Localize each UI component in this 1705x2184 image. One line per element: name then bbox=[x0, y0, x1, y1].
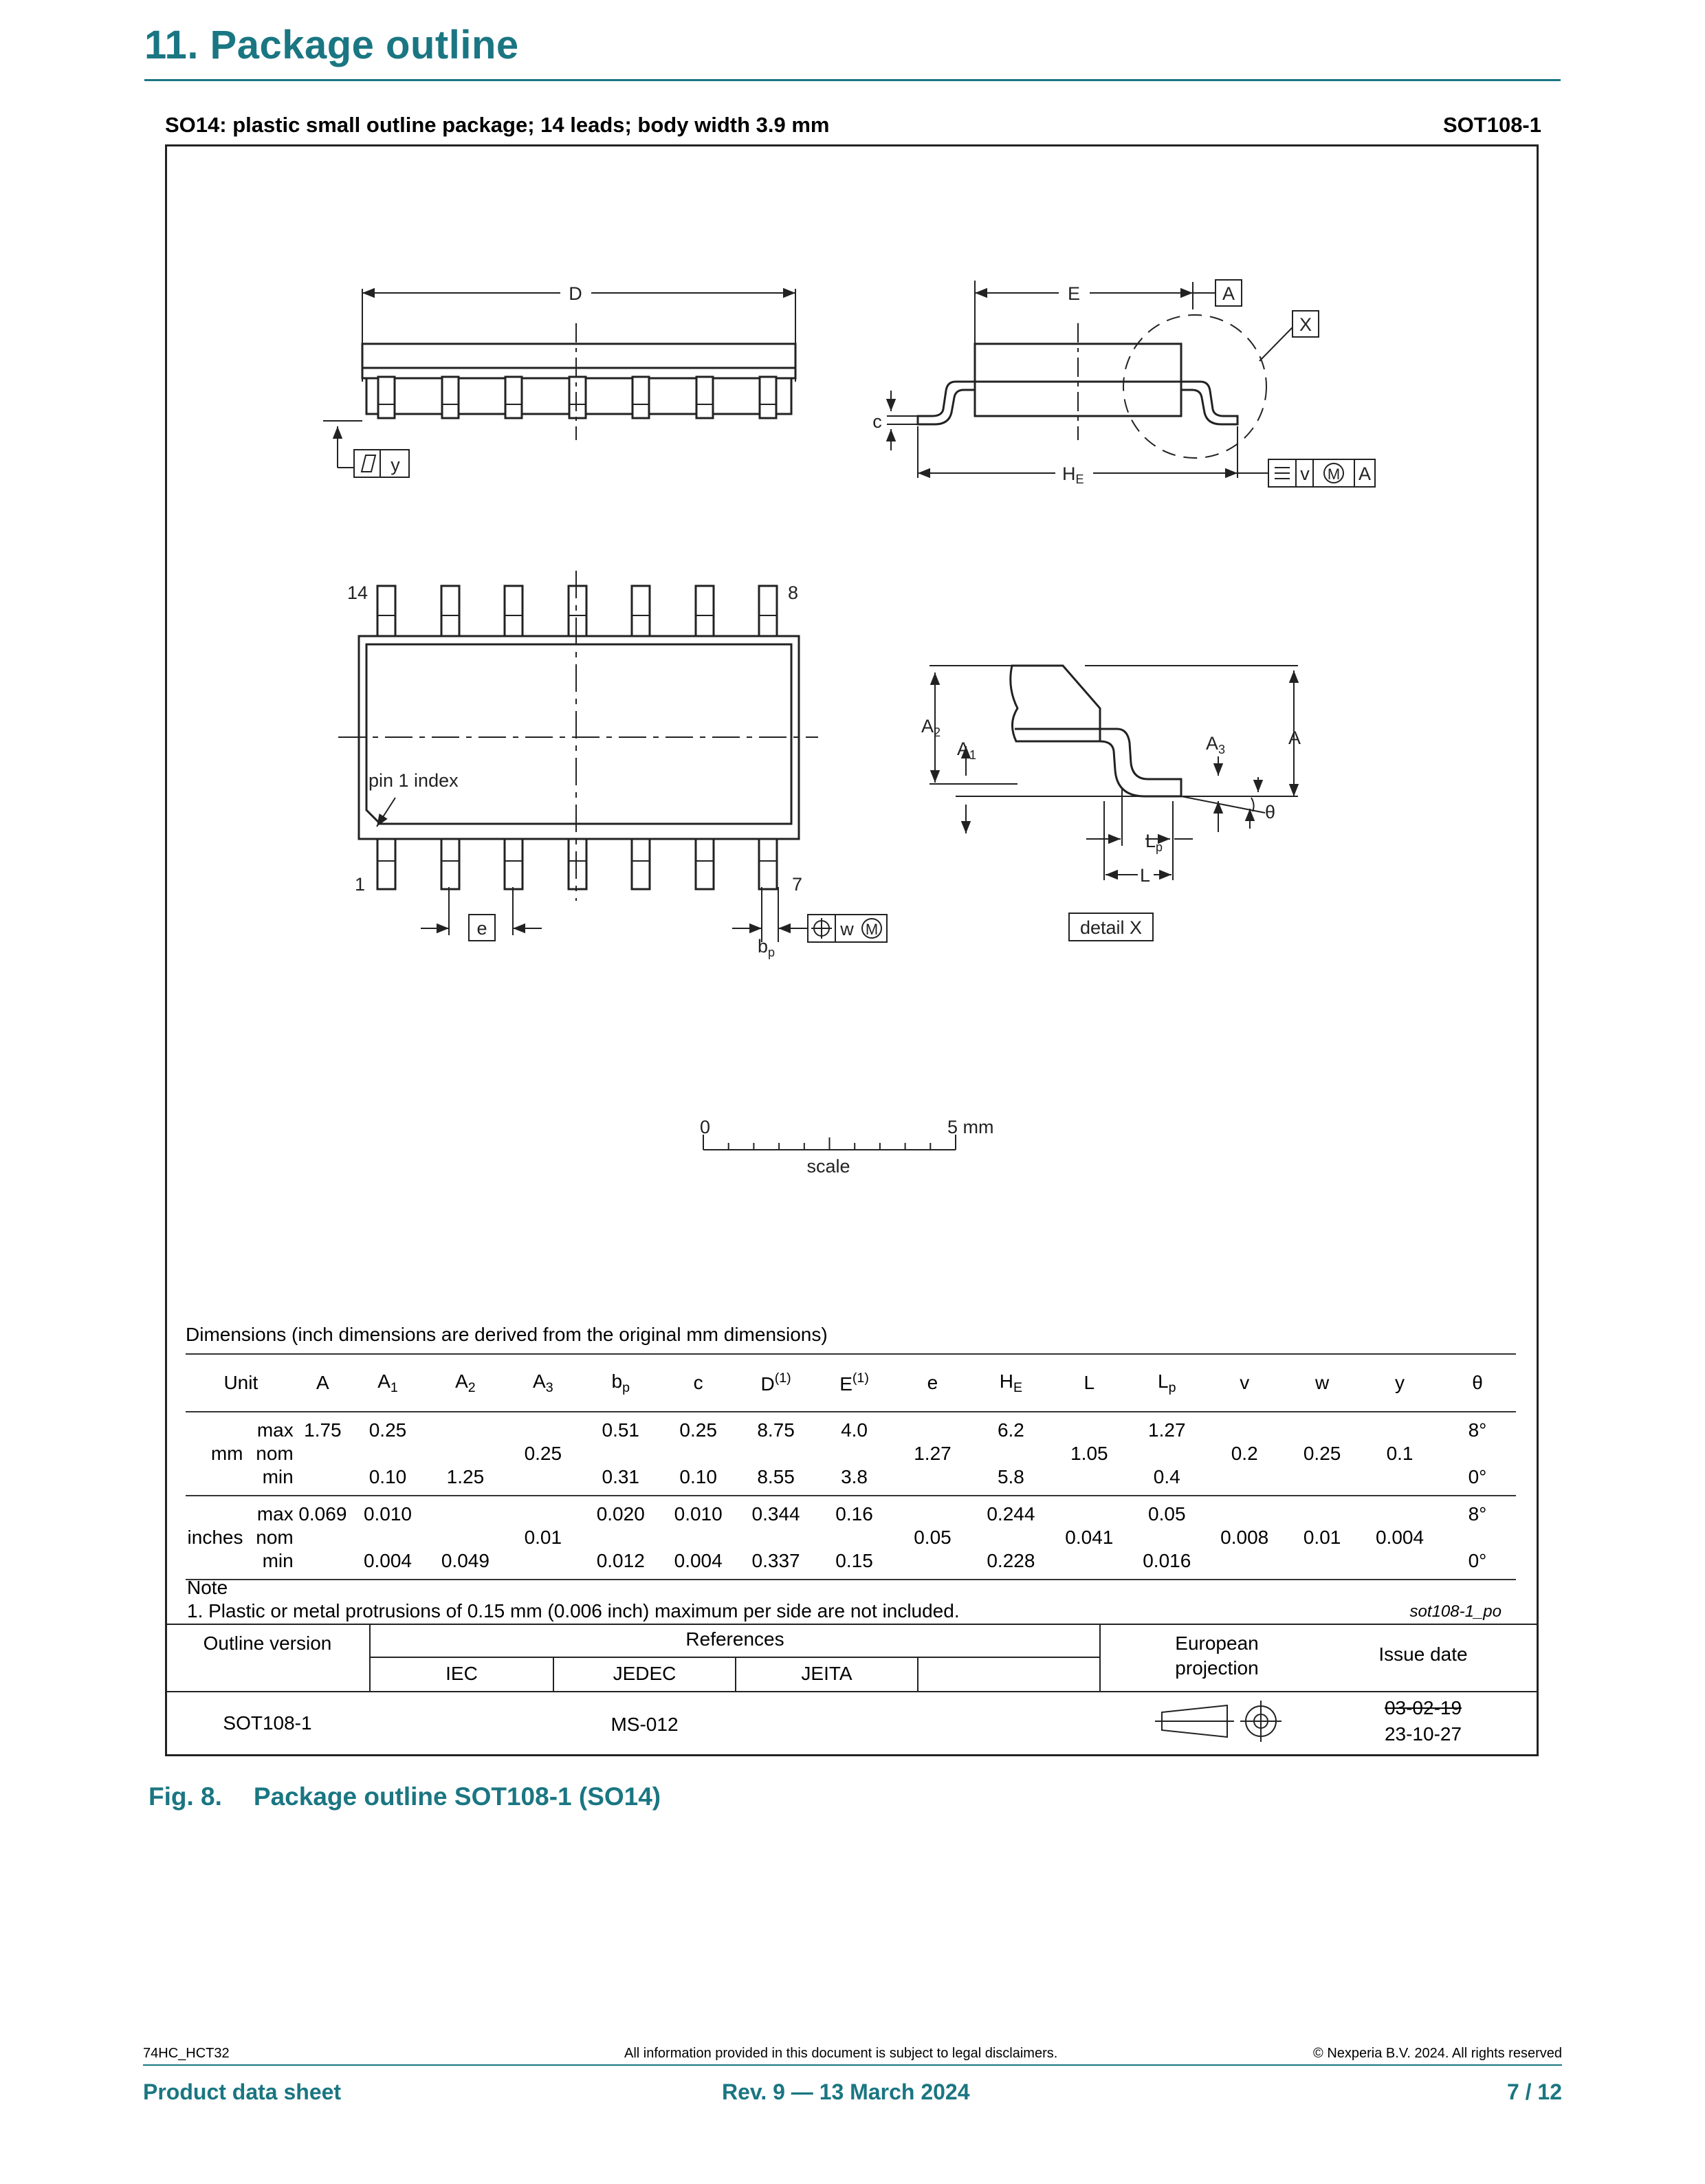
cell-HE bbox=[971, 1412, 1050, 1496]
bottom-lead bbox=[569, 839, 586, 889]
top-lead bbox=[696, 586, 714, 636]
value-A3-nom: 0.25 bbox=[524, 1443, 562, 1464]
header-e: e bbox=[894, 1354, 972, 1412]
header-bp: $b_p$ bbox=[582, 1354, 660, 1412]
side-lead bbox=[632, 377, 649, 418]
value-c-nom bbox=[660, 1526, 737, 1549]
value-e-max bbox=[894, 1503, 972, 1526]
level-max: max bbox=[256, 1503, 294, 1525]
top-lead bbox=[441, 586, 459, 636]
references-label: References bbox=[685, 1628, 784, 1650]
unit-cell: inches bbox=[186, 1496, 245, 1580]
outline-version-label: Outline version bbox=[203, 1632, 332, 1654]
cell-D bbox=[737, 1412, 815, 1496]
value-e-min bbox=[894, 1549, 972, 1573]
footer-doc-type: Product data sheet bbox=[143, 2079, 342, 2104]
cell-Lp bbox=[1128, 1496, 1205, 1580]
header-y: y bbox=[1361, 1354, 1439, 1412]
value-A2-min: 0.049 bbox=[441, 1550, 490, 1571]
value-D-max: 8.75 bbox=[757, 1419, 795, 1441]
value-A1-min: 0.10 bbox=[368, 1466, 407, 1487]
label-A2: $A_2$ bbox=[921, 716, 941, 739]
scale-max: 5 mm bbox=[947, 1117, 994, 1137]
value-A2-max bbox=[426, 1419, 505, 1442]
level-cell bbox=[245, 1412, 296, 1496]
label-A-ref: A bbox=[1358, 463, 1372, 484]
figure-number: Fig. 8. bbox=[148, 1782, 222, 1811]
label-pin-8: 8 bbox=[788, 582, 799, 603]
cell-A2 bbox=[426, 1412, 505, 1496]
note-1: 1. Plastic or metal protrusions of 0.15 mm (0.006 inch) maximum per side are not included. bbox=[187, 1600, 960, 1621]
value-e-nom: 1.27 bbox=[914, 1443, 952, 1464]
value-c-min: 0.004 bbox=[674, 1550, 723, 1571]
value-y-nom: 0.1 bbox=[1386, 1443, 1414, 1464]
top-lead bbox=[377, 586, 395, 636]
value-E-max: 0.16 bbox=[835, 1503, 873, 1525]
value-y-max bbox=[1361, 1419, 1439, 1442]
label-E: E bbox=[1067, 283, 1081, 304]
value-E-min: 3.8 bbox=[841, 1466, 868, 1487]
cell-theta bbox=[1439, 1496, 1516, 1580]
value-HE-nom bbox=[971, 1526, 1050, 1549]
header-c: c bbox=[660, 1354, 737, 1412]
level-max: max bbox=[256, 1419, 294, 1441]
header-D: $D^{(1)}$ bbox=[737, 1354, 815, 1412]
drawing-file-name: sot108-1_po bbox=[1409, 1602, 1502, 1621]
cell-A3 bbox=[505, 1496, 582, 1580]
scale-bar bbox=[700, 1117, 994, 1177]
cell-A3 bbox=[505, 1412, 582, 1496]
value-L-max bbox=[1050, 1419, 1128, 1442]
dimensions-table bbox=[186, 1353, 1516, 1580]
value-y-max bbox=[1361, 1503, 1439, 1526]
package-code: SOT108-1 bbox=[1442, 113, 1541, 137]
value-HE-min: 0.228 bbox=[987, 1550, 1035, 1571]
issue-date-label: Issue date bbox=[1378, 1644, 1468, 1665]
label-e: e bbox=[476, 918, 487, 939]
value-w-max bbox=[1284, 1503, 1361, 1526]
footer-page: 7 / 12 bbox=[1506, 2079, 1562, 2104]
value-A3-min bbox=[505, 1465, 582, 1489]
value-A3-max bbox=[505, 1419, 582, 1442]
cell-e bbox=[894, 1496, 972, 1580]
cell-bp bbox=[582, 1412, 660, 1496]
value-A3-nom: 0.01 bbox=[524, 1527, 562, 1548]
cell-A1 bbox=[349, 1412, 426, 1496]
cell-E bbox=[815, 1412, 894, 1496]
side-lead bbox=[569, 377, 586, 418]
cell-A2 bbox=[426, 1496, 505, 1580]
cell-w bbox=[1284, 1412, 1361, 1496]
value-theta-nom bbox=[1439, 1442, 1516, 1465]
footer-doc-id: 74HC_HCT32 bbox=[143, 2046, 230, 2061]
label-Lp: $L_p$ bbox=[1145, 831, 1163, 854]
value-v-nom: 0.2 bbox=[1231, 1443, 1258, 1464]
header-v: v bbox=[1205, 1354, 1284, 1412]
value-L-min bbox=[1050, 1549, 1128, 1573]
outline-version-value: SOT108-1 bbox=[223, 1712, 312, 1734]
end-view bbox=[872, 280, 1375, 487]
cell-E bbox=[815, 1496, 894, 1580]
label-pin-14: 14 bbox=[347, 582, 368, 603]
bottom-lead bbox=[377, 839, 395, 889]
header-A: A bbox=[296, 1354, 349, 1412]
cell-v bbox=[1205, 1412, 1284, 1496]
label-A3: $A_3$ bbox=[1206, 733, 1226, 756]
header-HE: $H_E$ bbox=[971, 1354, 1050, 1412]
value-A1-nom bbox=[349, 1526, 426, 1549]
value-A2-min: 1.25 bbox=[446, 1466, 485, 1487]
issue-date-old: 03-02-19 bbox=[1384, 1697, 1462, 1718]
value-v-min bbox=[1205, 1549, 1284, 1573]
value-bp-max: 0.51 bbox=[602, 1419, 639, 1441]
cell-L bbox=[1050, 1412, 1128, 1496]
cell-theta bbox=[1439, 1412, 1516, 1496]
header-L: L bbox=[1050, 1354, 1128, 1412]
value-c-min: 0.10 bbox=[679, 1466, 717, 1487]
value-v-max bbox=[1205, 1503, 1284, 1526]
jedec-label: JEDEC bbox=[613, 1663, 676, 1684]
label-theta: θ bbox=[1265, 802, 1276, 822]
value-A-max: 1.75 bbox=[304, 1419, 342, 1441]
label-bp: $b_p$ bbox=[758, 936, 776, 959]
dimension-row-inches bbox=[186, 1496, 1516, 1580]
label-detail-x: detail X bbox=[1079, 917, 1143, 938]
label-HE: HE bbox=[1062, 463, 1084, 486]
value-A-nom bbox=[296, 1442, 349, 1465]
header-theta: θ bbox=[1439, 1354, 1516, 1412]
header-unit: Unit bbox=[186, 1354, 296, 1412]
top-lead bbox=[569, 586, 586, 636]
top-view bbox=[338, 571, 887, 959]
value-theta-min: 0° bbox=[1468, 1466, 1487, 1487]
value-E-min: 0.15 bbox=[835, 1550, 873, 1571]
cell-c bbox=[660, 1496, 737, 1580]
side-lead bbox=[696, 377, 713, 418]
value-A1-nom bbox=[349, 1442, 426, 1465]
value-y-min bbox=[1361, 1465, 1439, 1489]
side-lead bbox=[760, 377, 776, 418]
value-e-nom: 0.05 bbox=[914, 1527, 952, 1548]
unit-cell: mm bbox=[186, 1412, 245, 1496]
bottom-lead bbox=[632, 839, 650, 889]
label-A: A bbox=[1288, 728, 1301, 748]
value-E-nom bbox=[815, 1442, 894, 1465]
cell-A1 bbox=[349, 1496, 426, 1580]
value-v-max bbox=[1205, 1419, 1284, 1442]
value-e-min bbox=[894, 1465, 972, 1489]
value-w-nom: 0.25 bbox=[1303, 1443, 1341, 1464]
cell-bp bbox=[582, 1496, 660, 1580]
value-theta-max: 8° bbox=[1468, 1419, 1487, 1441]
value-y-nom: 0.004 bbox=[1375, 1527, 1424, 1548]
dimensions-header-row bbox=[186, 1354, 1516, 1412]
label-pin-7: 7 bbox=[792, 874, 803, 895]
label-pin-1: 1 bbox=[355, 874, 366, 895]
side-lead bbox=[505, 377, 522, 418]
value-D-max: 0.344 bbox=[751, 1503, 800, 1525]
value-c-max: 0.25 bbox=[679, 1419, 717, 1441]
value-D-nom bbox=[737, 1442, 815, 1465]
dimensions-title: Dimensions (inch dimensions are derived from the original mm dimensions) bbox=[186, 1324, 828, 1345]
value-A1-max: 0.010 bbox=[363, 1503, 412, 1525]
value-A2-max bbox=[426, 1503, 505, 1526]
footer-copyright: © Nexperia B.V. 2024. All rights reserved bbox=[1313, 2046, 1562, 2061]
value-D-min: 0.337 bbox=[751, 1550, 800, 1571]
value-w-nom: 0.01 bbox=[1303, 1527, 1341, 1548]
label-A1: $A_1$ bbox=[957, 739, 977, 762]
label-X: X bbox=[1299, 314, 1312, 335]
header-A3: $A_3$ bbox=[505, 1354, 582, 1412]
top-lead bbox=[632, 586, 650, 636]
cell-Lp bbox=[1128, 1412, 1205, 1496]
value-A3-max bbox=[505, 1503, 582, 1526]
cell-HE bbox=[971, 1496, 1050, 1580]
issue-date-new: 23-10-27 bbox=[1384, 1723, 1462, 1745]
value-bp-nom bbox=[582, 1442, 660, 1465]
value-c-max: 0.010 bbox=[674, 1503, 723, 1525]
value-HE-max: 6.2 bbox=[997, 1419, 1024, 1441]
cell-w bbox=[1284, 1496, 1361, 1580]
value-A-min bbox=[296, 1465, 349, 1489]
top-lead bbox=[505, 586, 522, 636]
value-Lp-min: 0.016 bbox=[1143, 1550, 1191, 1571]
value-theta-max: 8° bbox=[1468, 1503, 1487, 1525]
scale-zero: 0 bbox=[700, 1117, 711, 1137]
value-Lp-min: 0.4 bbox=[1153, 1466, 1180, 1487]
section-title: 11. Package outline bbox=[144, 23, 519, 67]
value-HE-min: 5.8 bbox=[997, 1466, 1024, 1487]
footer-revision: Rev. 9 — 13 March 2024 bbox=[722, 2079, 970, 2104]
footer-disclaimer: All information provided in this document is subject to legal disclaimers. bbox=[624, 2046, 1058, 2061]
value-bp-min: 0.012 bbox=[596, 1550, 645, 1571]
flatness-tolerance-box bbox=[354, 450, 409, 477]
value-L-nom: 1.05 bbox=[1070, 1443, 1108, 1464]
level-nom: nom bbox=[256, 1527, 294, 1548]
cell-A bbox=[296, 1496, 349, 1580]
side-lead bbox=[442, 377, 459, 418]
label-A-datum: A bbox=[1222, 283, 1235, 304]
footer-rule bbox=[143, 2064, 1562, 2066]
label-y: y bbox=[390, 455, 400, 475]
label-D: D bbox=[569, 283, 582, 304]
note bbox=[187, 1576, 960, 1623]
cell-v bbox=[1205, 1496, 1284, 1580]
cell-L bbox=[1050, 1496, 1128, 1580]
header-Lp: $L_p$ bbox=[1128, 1354, 1205, 1412]
value-v-nom: 0.008 bbox=[1220, 1527, 1269, 1548]
cell-y bbox=[1361, 1496, 1439, 1580]
header-w: w bbox=[1284, 1354, 1361, 1412]
value-bp-min: 0.31 bbox=[602, 1466, 639, 1487]
value-c-nom bbox=[660, 1442, 737, 1465]
value-Lp-max: 0.05 bbox=[1148, 1503, 1186, 1525]
figure-caption bbox=[148, 1782, 692, 1811]
top-lead bbox=[759, 586, 777, 636]
header-E: $E^{(1)}$ bbox=[815, 1354, 894, 1412]
scale-label: scale bbox=[806, 1156, 850, 1177]
value-Lp-max: 1.27 bbox=[1148, 1419, 1186, 1441]
iec-label: IEC bbox=[446, 1663, 478, 1684]
label-M-v: M bbox=[1327, 466, 1341, 483]
note-title: Note bbox=[187, 1577, 228, 1598]
cell-D bbox=[737, 1496, 815, 1580]
value-L-nom: 0.041 bbox=[1065, 1527, 1114, 1548]
value-A3-min bbox=[505, 1549, 582, 1573]
scale-ticks bbox=[703, 1135, 956, 1150]
level-cell bbox=[245, 1496, 296, 1580]
value-L-min bbox=[1050, 1465, 1128, 1489]
value-theta-nom bbox=[1439, 1526, 1516, 1549]
value-E-nom bbox=[815, 1526, 894, 1549]
value-Lp-nom bbox=[1128, 1442, 1205, 1465]
value-A2-nom bbox=[426, 1526, 505, 1549]
level-nom: nom bbox=[256, 1443, 294, 1464]
bottom-lead bbox=[505, 839, 522, 889]
level-min: min bbox=[262, 1550, 294, 1571]
figure-title: Package outline SOT108-1 (SO14) bbox=[253, 1782, 661, 1811]
value-bp-nom bbox=[582, 1526, 660, 1549]
value-D-min: 8.55 bbox=[757, 1466, 795, 1487]
label-M-w: M bbox=[865, 921, 879, 938]
value-D-nom bbox=[737, 1526, 815, 1549]
value-HE-nom bbox=[971, 1442, 1050, 1465]
jedec-value: MS-012 bbox=[610, 1714, 679, 1735]
value-y-min bbox=[1361, 1549, 1439, 1573]
dimension-row-mm bbox=[186, 1412, 1516, 1496]
value-HE-max: 0.244 bbox=[987, 1503, 1035, 1525]
value-e-max bbox=[894, 1419, 972, 1442]
label-c: c bbox=[872, 411, 882, 432]
side-lead bbox=[378, 377, 395, 418]
value-A1-max: 0.25 bbox=[368, 1419, 407, 1441]
value-bp-max: 0.020 bbox=[596, 1503, 645, 1525]
value-A2-nom bbox=[426, 1442, 505, 1465]
bottom-lead bbox=[696, 839, 714, 889]
label-v: v bbox=[1300, 463, 1310, 484]
bottom-lead bbox=[759, 839, 777, 889]
package-title: SO14: plastic small outline package; 14 leads; body width 3.9 mm bbox=[165, 113, 830, 137]
value-w-min bbox=[1284, 1465, 1361, 1489]
detail-x-view bbox=[921, 666, 1301, 941]
cell-y bbox=[1361, 1412, 1439, 1496]
value-A-nom bbox=[296, 1526, 349, 1549]
level-min: min bbox=[262, 1466, 294, 1487]
value-Lp-nom bbox=[1128, 1526, 1205, 1549]
label-L: L bbox=[1140, 865, 1151, 886]
side-view bbox=[323, 283, 795, 477]
jeita-label: JEITA bbox=[801, 1663, 852, 1684]
cell-e bbox=[894, 1412, 972, 1496]
label-pin1-index: pin 1 index bbox=[368, 770, 459, 791]
value-w-max bbox=[1284, 1419, 1361, 1442]
value-theta-min: 0° bbox=[1468, 1550, 1487, 1571]
value-w-min bbox=[1284, 1549, 1361, 1573]
header-A1: $A_1$ bbox=[349, 1354, 426, 1412]
value-L-max bbox=[1050, 1503, 1128, 1526]
value-E-max: 4.0 bbox=[841, 1419, 868, 1441]
cell-A bbox=[296, 1412, 349, 1496]
value-v-min bbox=[1205, 1465, 1284, 1489]
value-A-max: 0.069 bbox=[298, 1503, 347, 1525]
value-A-min bbox=[296, 1549, 349, 1573]
european-projection-label: European projection bbox=[1175, 1632, 1259, 1679]
bottom-lead bbox=[441, 839, 459, 889]
cell-c bbox=[660, 1412, 737, 1496]
value-A1-min: 0.004 bbox=[363, 1550, 412, 1571]
header-A2: $A_2$ bbox=[426, 1354, 505, 1412]
label-w: w bbox=[840, 919, 854, 939]
